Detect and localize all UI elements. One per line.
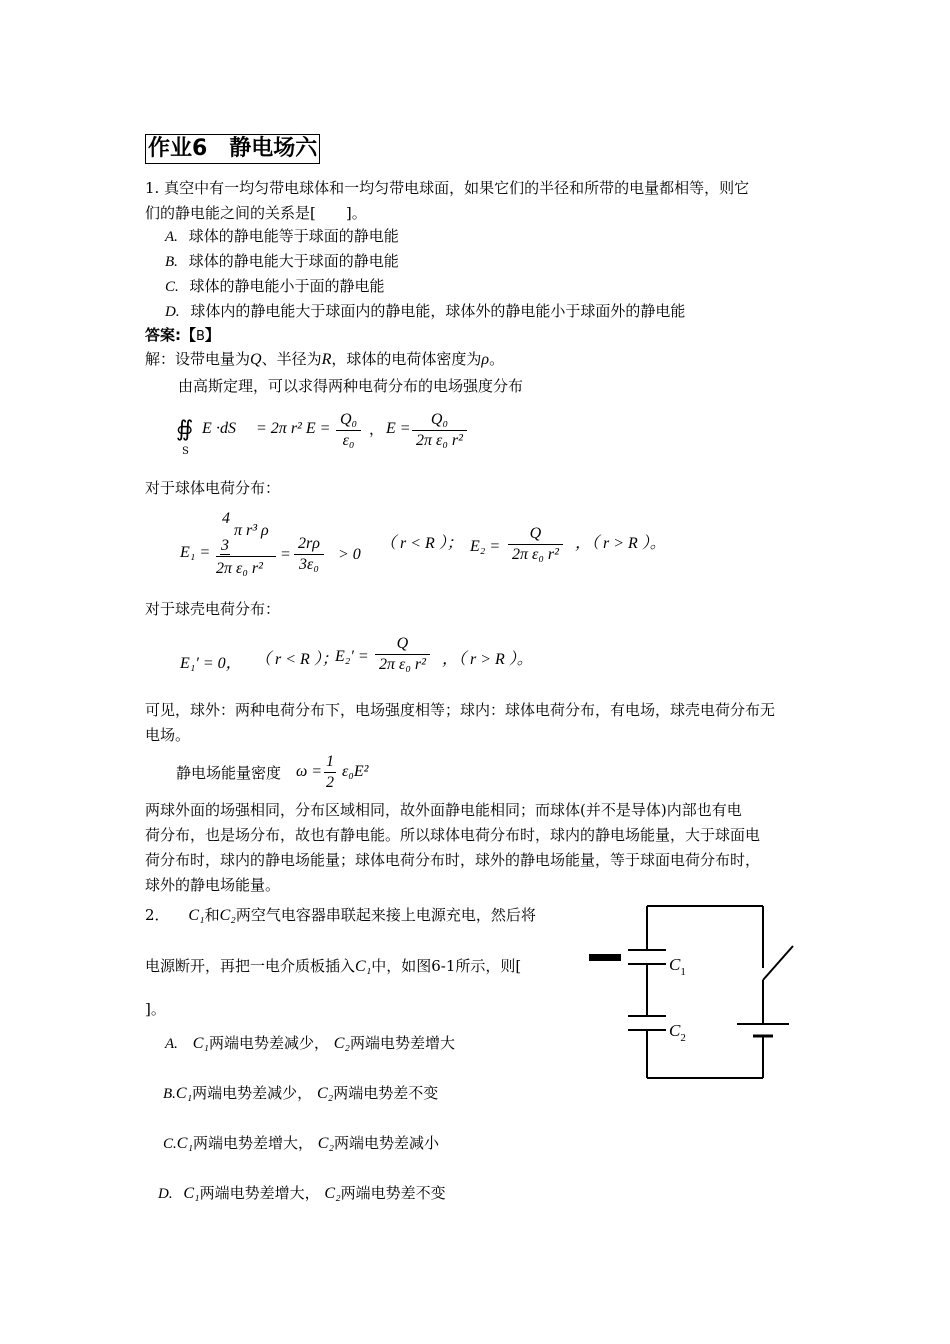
gauss-mid: = 2π r² E = (256, 420, 331, 437)
sphere-heading: 对于球体电荷分布： (145, 479, 281, 497)
sphere-fraction2 (294, 534, 324, 575)
answer-value: B (196, 329, 205, 344)
solution-line2: 由高斯定理，可以求得两种电荷分布的电场强度分布 (178, 377, 524, 395)
stem: 中，如图6-1所示，则[ (371, 957, 522, 975)
conclusion-line1: 可见，球外：两种电荷分布下，电场强度相等；球内：球体电荷分布，有电场，球壳电荷分布无 (145, 701, 776, 719)
answer-label: 答案:【 (145, 326, 196, 344)
gt-zero: > 0 (338, 546, 361, 563)
q2-option-c[interactable] (163, 1130, 439, 1157)
shell-e1: E₁′ = 0， (180, 655, 242, 672)
option-letter: A. (165, 229, 178, 245)
option-text: 两端电势差增大 (349, 1034, 455, 1052)
numerator: Q (375, 634, 430, 655)
text: 解：设带电量为 (145, 350, 251, 368)
denominator: 2π ε₀ r² (416, 432, 463, 449)
surface-integral-icon: ∯ (176, 416, 194, 441)
and: 和 (204, 906, 220, 924)
energy-label: 静电场能量密度 (176, 764, 282, 782)
gauss-e-eq: E = (386, 420, 411, 437)
var-r: R (321, 351, 332, 368)
q2-number: 2． (145, 906, 170, 924)
denominator: 2π ε₀ r² (379, 656, 426, 673)
gauss-s: S (182, 446, 189, 457)
numerator: Q₀ (336, 410, 361, 431)
conclusion-line2: 电场。 (145, 726, 191, 744)
cond2: ，（ r > R ）。 (575, 535, 666, 552)
option-text: 两端电势差增大， (199, 1184, 320, 1202)
shell-cond1: （ r < R ）； (255, 651, 338, 668)
text: ，球体的电荷体密度为 (331, 350, 482, 368)
cap: C₁ (192, 1035, 209, 1052)
shell-heading: 对于球壳电荷分布： (145, 600, 281, 618)
q1-option-c[interactable] (165, 273, 385, 300)
shell-e2-fraction (375, 634, 430, 675)
q1-stem-line1: 1. 真空中有一均匀带电球体和一均匀带电球面，如果它们的半径和所带的电量都相等，则它 (145, 179, 750, 197)
cap: C₂ (317, 1135, 335, 1152)
gauss-e-fraction (412, 410, 467, 451)
stem: 两空气电容器串联起来接上电源充电，然后将 (235, 906, 536, 924)
q2-stem-line2 (145, 953, 521, 980)
option-text: 球体内的静电能大于球面内的静电能，球体外的静电能小于球面外的静电能 (190, 302, 686, 320)
label-c1: $C_1$ (669, 955, 686, 978)
circuit-diagram (585, 898, 800, 1088)
option-text: 两端电势差增大， (193, 1134, 314, 1152)
option-text: 两端电势差不变 (340, 1184, 446, 1202)
cap-c2: C₂ (219, 907, 236, 924)
option-text: 球体的静电能大于球面的静电能 (188, 252, 399, 270)
switch (763, 946, 793, 980)
numerator: 2rρ (294, 534, 324, 555)
gauss-fraction (336, 410, 361, 451)
q2-stem-line3: ]。 (145, 1000, 166, 1018)
cap-c1: C₁ (188, 907, 205, 924)
cond1: （ r < R ）； (380, 535, 463, 552)
option-text: 两端电势差减少， (208, 1034, 329, 1052)
cap: C₂ (333, 1035, 350, 1052)
denominator: ε₀ (342, 432, 355, 449)
half-fraction (324, 752, 336, 793)
text: 、半径为 (261, 350, 322, 368)
energy-tail: ε₀E² (342, 763, 369, 780)
cap: C₂ (324, 1185, 341, 1202)
cap: C₁ (183, 1185, 200, 1202)
eq2: = (280, 546, 291, 563)
answer-close: 】 (204, 326, 220, 344)
option-letter: C. (165, 279, 179, 295)
option-letter: B. (163, 1086, 176, 1102)
q2-option-b[interactable] (163, 1080, 438, 1107)
numerator: 1 (324, 752, 336, 773)
cap-c1: C₁ (355, 958, 372, 975)
q1-stem-line2: 们的静电能之间的关系是[ ]。 (145, 204, 367, 222)
sphere-e2-fraction (508, 524, 563, 565)
comma: ， (369, 420, 385, 438)
stem: 电源断开，再把一电介质板插入 (145, 957, 356, 975)
gauss-ds: ·dS (216, 420, 236, 437)
numerator: Q (508, 524, 563, 545)
numerator: Q₀ (412, 410, 467, 431)
pi-r3-rho: π r³ ρ (234, 522, 269, 539)
paragraph-line1: 两球外面的场强相同，分布区域相同，故外面静电能相同；而球体(并不是导体)内部也有电 (145, 801, 742, 819)
label-c2: $C_2$ (669, 1021, 686, 1044)
option-letter: D. (158, 1186, 173, 1202)
option-text: 两端电势差减小 (334, 1134, 440, 1152)
option-text: 两端电势差不变 (333, 1084, 439, 1102)
var-q: Q (250, 351, 262, 368)
e2-label: E₂ = (470, 538, 501, 555)
shell-e2: E₂′ = (335, 648, 369, 665)
paragraph-line2: 荷分布，也是场分布，故也有静电能。所以球体电荷分布时，球内的静电场能量，大于球面电 (145, 826, 761, 844)
cap: C₂ (316, 1085, 334, 1102)
three: 3 (221, 537, 229, 554)
solution-line1 (145, 346, 504, 373)
q1-option-d[interactable] (165, 298, 685, 325)
dielectric-slab (589, 954, 621, 961)
text: 。 (489, 350, 505, 368)
option-text: 两端电势差减少， (192, 1084, 313, 1102)
q2-option-d[interactable] (158, 1180, 446, 1207)
paragraph-line3: 荷分布时，球内的静电场能量；球体电荷分布时，球外的静电场能量，等于球面电荷分布时， (145, 851, 761, 869)
page-title: 作业6 静电场六 (145, 134, 320, 164)
shell-cond2: ，（ r > R ）。 (442, 651, 533, 668)
sphere-den: 2π ε₀ r² (216, 560, 263, 577)
q1-option-b[interactable] (165, 248, 399, 275)
four: 4 (222, 510, 230, 527)
option-text: 球体的静电能小于面的静电能 (189, 277, 385, 295)
denominator: 2π ε₀ r² (512, 546, 559, 563)
q2-option-a[interactable] (165, 1030, 455, 1057)
e1-label: E₁ = (180, 544, 211, 561)
option-letter: B. (165, 254, 178, 270)
var-rho: ρ (481, 351, 490, 368)
q1-option-a[interactable] (165, 223, 399, 250)
option-letter: D. (165, 304, 180, 320)
gauss-e: E (202, 420, 212, 437)
option-letter: A. (165, 1036, 178, 1052)
option-letter: C. (163, 1136, 177, 1152)
omega-eq: ω = (296, 763, 323, 780)
cap: C₁ (175, 1085, 193, 1102)
fraction-bar (216, 556, 276, 557)
paragraph-line4: 球外的静电场能量。 (145, 876, 281, 894)
option-text: 球体的静电能等于球面的静电能 (188, 227, 399, 245)
q2-stem-line1 (145, 902, 536, 929)
denominator: 2 (326, 774, 334, 791)
cap: C₁ (176, 1135, 193, 1152)
denominator: 3ε₀ (299, 556, 319, 573)
